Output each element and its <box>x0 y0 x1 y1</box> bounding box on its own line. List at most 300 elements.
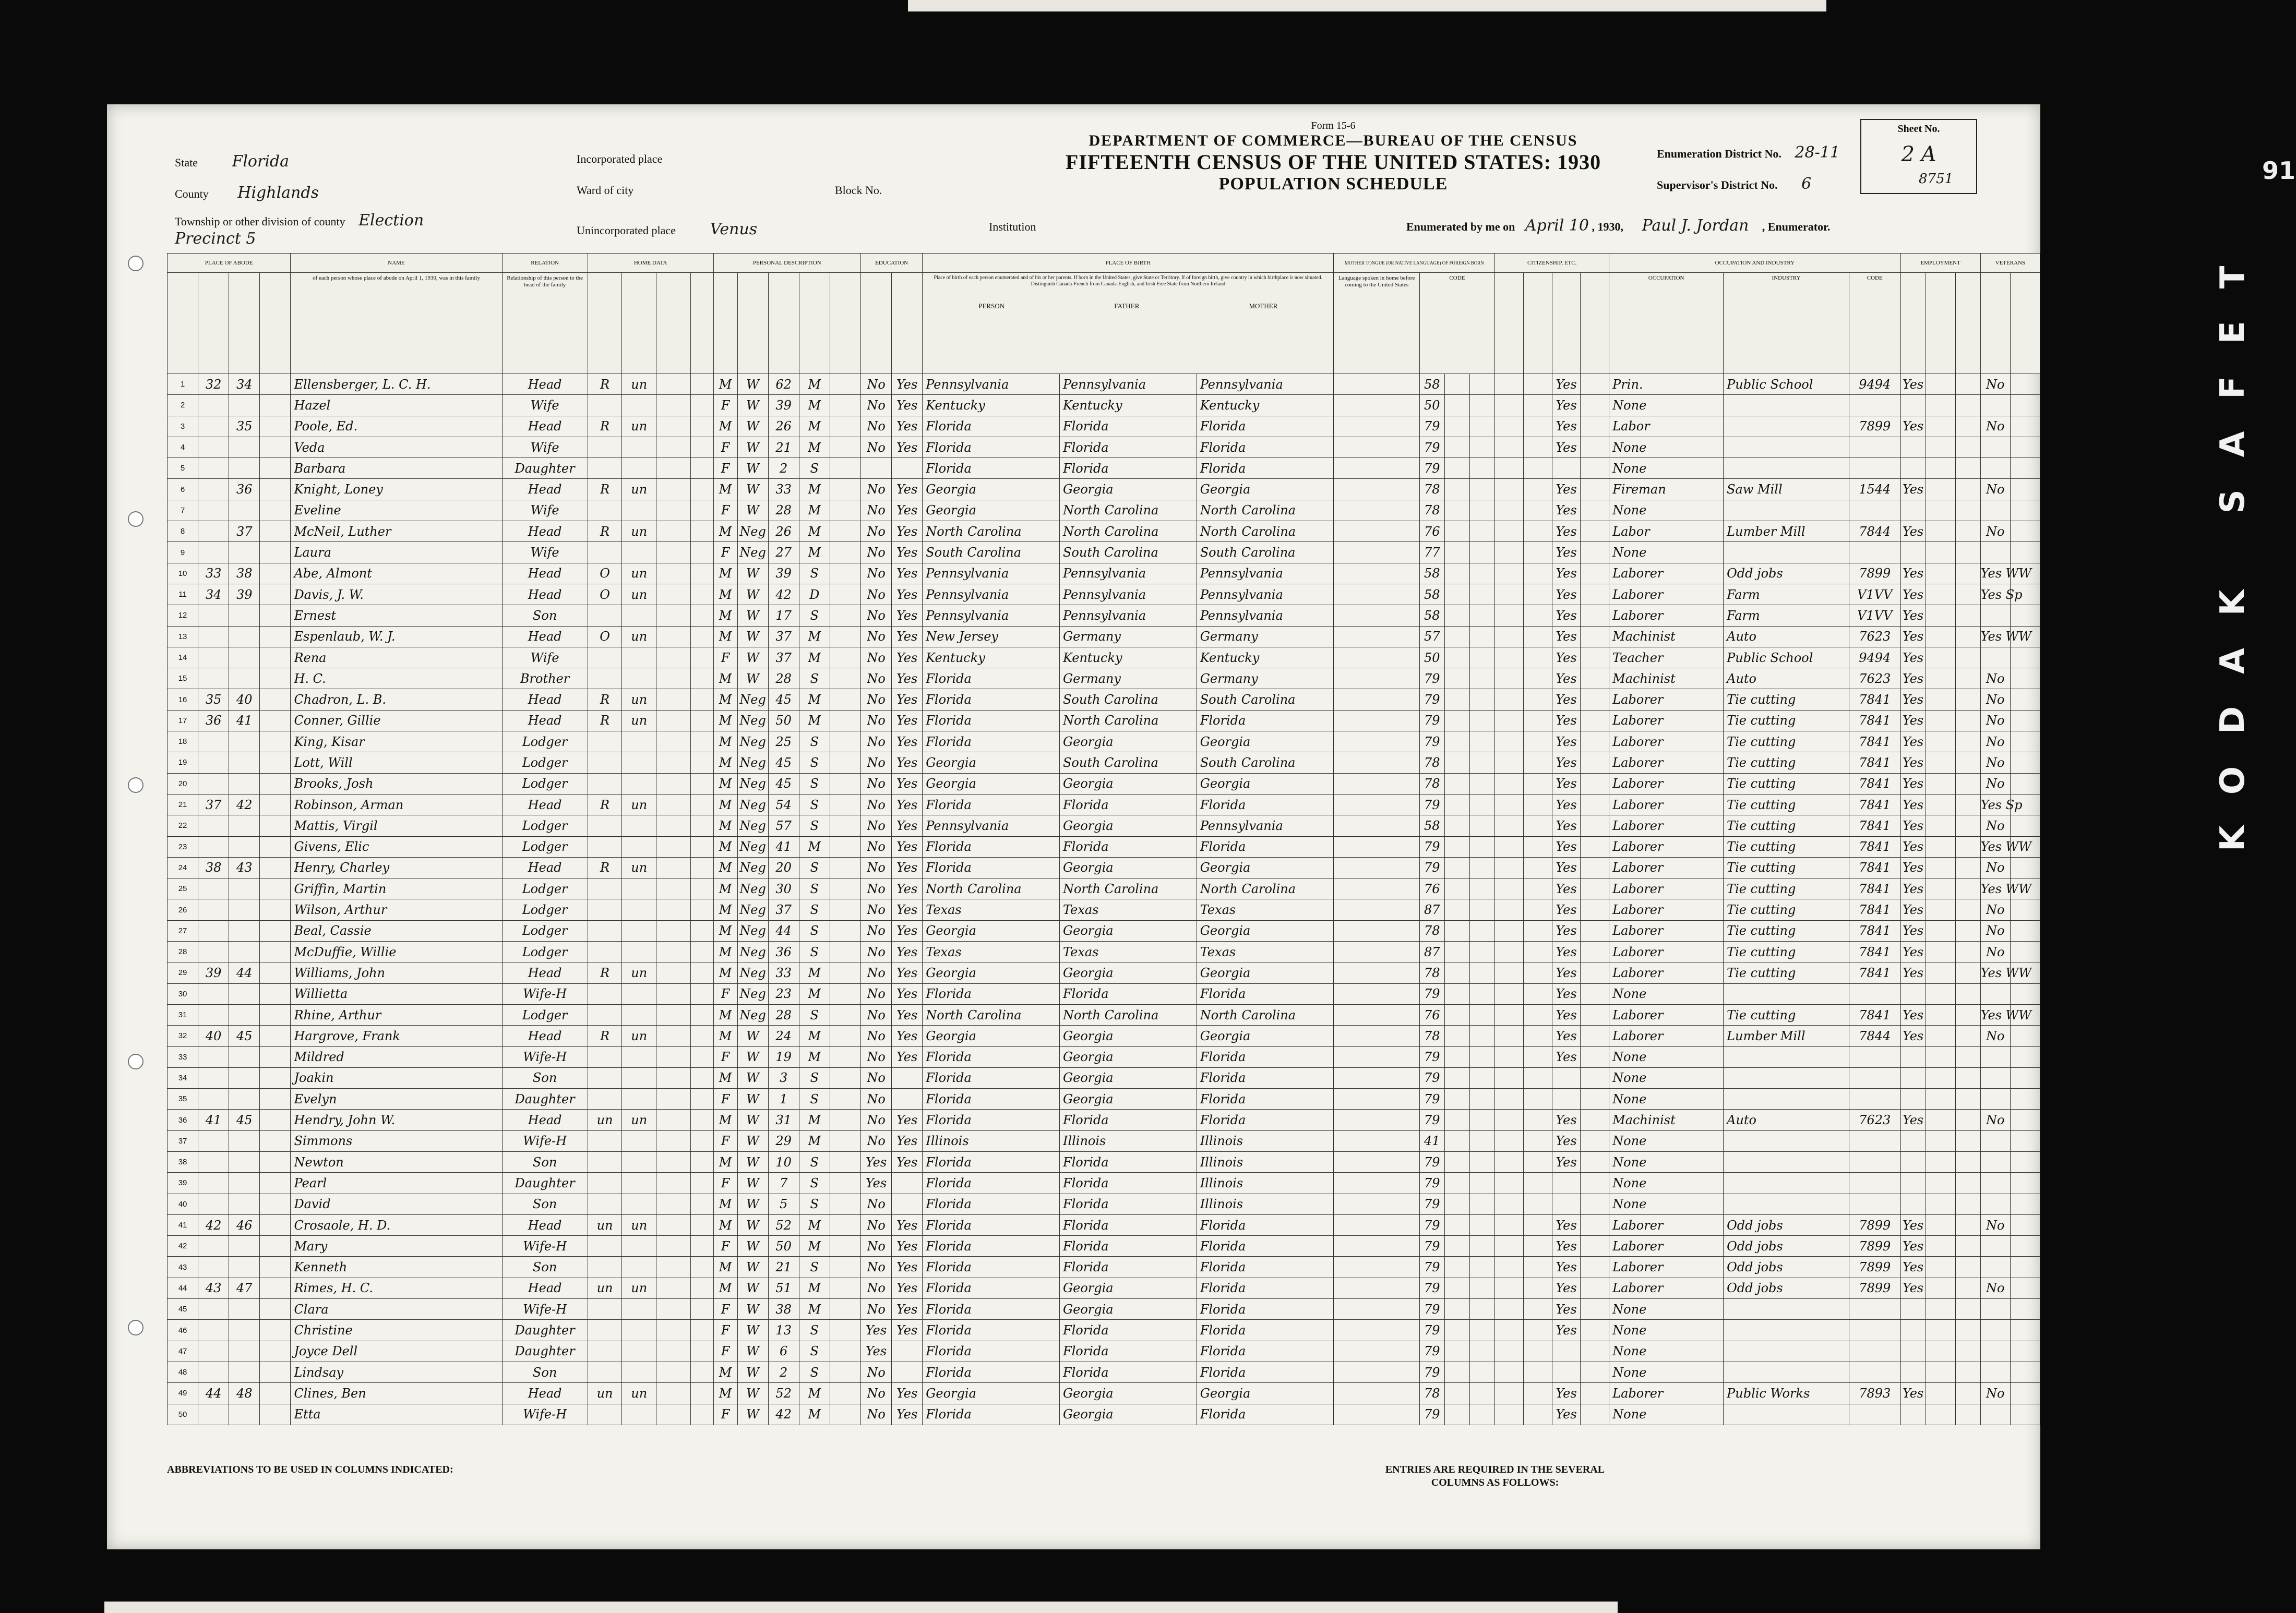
can-read: Yes <box>892 521 923 542</box>
birthplace-code: 58 <box>1419 374 1444 395</box>
punch-hole <box>128 777 144 793</box>
race: W <box>737 1404 768 1425</box>
employment-c <box>1955 1299 1980 1320</box>
dwelling-number: 38 <box>198 857 229 878</box>
sex: M <box>713 1026 737 1046</box>
home-tenure: O <box>588 584 622 605</box>
occupation: Laborer <box>1609 731 1724 752</box>
code-c <box>1469 710 1494 731</box>
age: 24 <box>768 1026 799 1046</box>
age: 2 <box>768 1362 799 1382</box>
industry: Auto <box>1724 668 1849 689</box>
birthplace-person: Florida <box>923 1067 1060 1088</box>
col-relation-desc: Relationship of this person to the head of the family <box>502 273 588 374</box>
industry <box>1724 1173 1849 1194</box>
can-read: Yes <box>892 1046 923 1067</box>
naturalization <box>1523 1236 1552 1257</box>
person-name: David <box>291 1194 502 1214</box>
age-married <box>830 1362 860 1382</box>
home-tenure <box>588 500 622 521</box>
employed <box>1900 1173 1926 1194</box>
dwelling-number: 43 <box>198 1278 229 1298</box>
naturalization <box>1523 1278 1552 1298</box>
age-married <box>830 794 860 815</box>
employment-b <box>1926 1089 1955 1110</box>
home-value <box>622 1004 656 1025</box>
industry <box>1724 1362 1849 1382</box>
code-c <box>1469 500 1494 521</box>
col-24 <box>1581 710 1609 731</box>
col-24 <box>1581 1173 1609 1194</box>
street-cell <box>260 626 291 647</box>
speaks-english: Yes <box>1552 626 1581 647</box>
code-c <box>1469 668 1494 689</box>
person-name: Christine <box>291 1320 502 1341</box>
race: W <box>737 1194 768 1214</box>
birthplace-code: 87 <box>1419 942 1444 962</box>
attended-school: No <box>861 731 892 752</box>
line-number: 9 <box>168 542 198 563</box>
family-number: 34 <box>229 374 260 395</box>
family-number: 40 <box>229 689 260 710</box>
street-cell <box>260 395 291 416</box>
race: Neg <box>737 836 768 857</box>
attended-school: No <box>861 794 892 815</box>
code-b <box>1444 437 1469 458</box>
sex: M <box>713 479 737 500</box>
occupation: Labor <box>1609 521 1724 542</box>
employment-c <box>1955 1214 1980 1235</box>
mother-tongue <box>1334 689 1419 710</box>
veteran <box>1980 1046 2010 1067</box>
col-mother: MOTHER <box>1249 302 1278 310</box>
age: 3 <box>768 1067 799 1088</box>
ward-label: Ward of city <box>577 184 634 197</box>
occupation: Laborer <box>1609 1214 1724 1235</box>
dwelling-number <box>198 458 229 479</box>
birthplace-code: 79 <box>1419 1341 1444 1362</box>
dwelling-number <box>198 1299 229 1320</box>
home-tenure <box>588 1173 622 1194</box>
speaks-english: Yes <box>1552 500 1581 521</box>
code-c <box>1469 521 1494 542</box>
mother-tongue <box>1334 1320 1419 1341</box>
schedule-title: POPULATION SCHEDULE <box>1218 174 1448 194</box>
veteran-war <box>2010 899 2040 920</box>
naturalization <box>1523 1404 1552 1425</box>
person-name: Laura <box>291 542 502 563</box>
dwelling-number <box>198 647 229 668</box>
veteran: No <box>1980 374 2010 395</box>
attended-school: No <box>861 1236 892 1257</box>
veteran <box>1980 1257 2010 1278</box>
farm-cell <box>690 605 713 626</box>
marital-status: D <box>799 584 830 605</box>
relation: Wife-H <box>502 1236 588 1257</box>
street-cell <box>260 983 291 1004</box>
col-24 <box>1581 1046 1609 1067</box>
industry: Tie cutting <box>1724 752 1849 773</box>
code-c <box>1469 1236 1494 1257</box>
birthplace-code: 76 <box>1419 521 1444 542</box>
person-name: Clines, Ben <box>291 1383 502 1404</box>
person-name: H. C. <box>291 668 502 689</box>
sex: F <box>713 458 737 479</box>
race: Neg <box>737 942 768 962</box>
sex: F <box>713 983 737 1004</box>
industry-code: 7899 <box>1849 1257 1900 1278</box>
sex: F <box>713 1236 737 1257</box>
speaks-english: Yes <box>1552 794 1581 815</box>
col-24 <box>1581 878 1609 899</box>
speaks-english <box>1552 1089 1581 1110</box>
birthplace-father: Florida <box>1059 1151 1197 1172</box>
employment-b <box>1926 836 1955 857</box>
can-read <box>892 1067 923 1088</box>
age-married <box>830 1194 860 1214</box>
occupation: Teacher <box>1609 647 1724 668</box>
person-name: McNeil, Luther <box>291 521 502 542</box>
birthplace-person: Florida <box>923 1214 1060 1235</box>
birthplace-mother: Kentucky <box>1197 647 1334 668</box>
employment-b <box>1926 479 1955 500</box>
employment-b <box>1926 1151 1955 1172</box>
family-number <box>229 1236 260 1257</box>
industry-code: 9494 <box>1849 374 1900 395</box>
col-24 <box>1581 1067 1609 1088</box>
age-married <box>830 710 860 731</box>
street-cell <box>260 1341 291 1362</box>
table-row <box>168 500 2040 521</box>
dwelling-number <box>198 1089 229 1110</box>
birthplace-mother: Pennsylvania <box>1197 563 1334 584</box>
table-row <box>168 1341 2040 1362</box>
code-b <box>1444 416 1469 437</box>
birthplace-code: 78 <box>1419 479 1444 500</box>
relation: Lodger <box>502 773 588 794</box>
street-cell <box>260 416 291 437</box>
code-b <box>1444 605 1469 626</box>
line-number: 44 <box>168 1278 198 1298</box>
immigration-year <box>1495 1383 1524 1404</box>
employment-b <box>1926 647 1955 668</box>
birthplace-person: Florida <box>923 1046 1060 1067</box>
relation: Head <box>502 794 588 815</box>
naturalization <box>1523 857 1552 878</box>
line-number: 28 <box>168 942 198 962</box>
person-name: Barbara <box>291 458 502 479</box>
veteran-war <box>2010 1299 2040 1320</box>
home-tenure <box>588 1004 622 1025</box>
birthplace-person: Georgia <box>923 479 1060 500</box>
pob-note: Place of birth of each person enumerated and of his or her parents. If born in the United States, give State or Territory. If of foreign birth, give country in which birthplace is now situated. Distinguish Canada-French from Canada-English, and Irish Free State from Northern Ireland <box>934 275 1323 287</box>
birthplace-mother: South Carolina <box>1197 689 1334 710</box>
veteran-war <box>2010 1067 2040 1088</box>
home-value <box>622 1257 656 1278</box>
naturalization <box>1523 1089 1552 1110</box>
can-read: Yes <box>892 374 923 395</box>
attended-school: No <box>861 942 892 962</box>
radio-cell <box>656 773 691 794</box>
age-married <box>830 1151 860 1172</box>
industry-code: 7841 <box>1849 815 1900 836</box>
employment-c <box>1955 731 1980 752</box>
employment-b <box>1926 1026 1955 1046</box>
birthplace-code: 76 <box>1419 878 1444 899</box>
employment-c <box>1955 1151 1980 1172</box>
employment-b <box>1926 752 1955 773</box>
table-row <box>168 899 2040 920</box>
birthplace-code: 79 <box>1419 416 1444 437</box>
race: W <box>737 1278 768 1298</box>
industry: Tie cutting <box>1724 920 1849 941</box>
radio-cell <box>656 689 691 710</box>
birthplace-code: 79 <box>1419 731 1444 752</box>
veteran-war <box>2010 395 2040 416</box>
birthplace-mother: North Carolina <box>1197 878 1334 899</box>
home-tenure <box>588 1299 622 1320</box>
sex: F <box>713 1046 737 1067</box>
attended-school: No <box>861 1194 892 1214</box>
state-value: Florida <box>232 152 289 171</box>
veteran-war <box>2010 668 2040 689</box>
employed: Yes <box>1900 773 1926 794</box>
birthplace-person: Florida <box>923 689 1060 710</box>
marital-status: M <box>799 836 830 857</box>
birthplace-code: 76 <box>1419 1004 1444 1025</box>
table-row <box>168 794 2040 815</box>
mother-tongue <box>1334 942 1419 962</box>
can-read: Yes <box>892 479 923 500</box>
marital-status: S <box>799 1341 830 1362</box>
age-married <box>830 563 860 584</box>
line-number: 41 <box>168 1214 198 1235</box>
birthplace-father: Florida <box>1059 794 1197 815</box>
line-number: 16 <box>168 689 198 710</box>
col-24 <box>1581 668 1609 689</box>
naturalization <box>1523 1341 1552 1362</box>
street-cell <box>260 1026 291 1046</box>
sex: M <box>713 1151 737 1172</box>
employed <box>1900 542 1926 563</box>
col-24 <box>1581 1236 1609 1257</box>
employment-b <box>1926 731 1955 752</box>
code-b <box>1444 878 1469 899</box>
birthplace-mother: South Carolina <box>1197 752 1334 773</box>
birthplace-person: Georgia <box>923 500 1060 521</box>
col-person: PERSON <box>978 302 1005 310</box>
employment-c <box>1955 1089 1980 1110</box>
home-value <box>622 668 656 689</box>
mother-tongue <box>1334 479 1419 500</box>
table-row <box>168 920 2040 941</box>
form-number: Form 15-6 <box>1311 120 1356 131</box>
code-b <box>1444 1404 1469 1425</box>
can-read: Yes <box>892 605 923 626</box>
table-row <box>168 416 2040 437</box>
employed: Yes <box>1900 836 1926 857</box>
occupation: Labor <box>1609 416 1724 437</box>
home-tenure: R <box>588 479 622 500</box>
radio-cell <box>656 1214 691 1235</box>
age: 39 <box>768 395 799 416</box>
naturalization <box>1523 542 1552 563</box>
can-read: Yes <box>892 920 923 941</box>
relation: Wife-H <box>502 983 588 1004</box>
abbreviations-title: ABBREVIATIONS TO BE USED IN COLUMNS INDICATED: <box>167 1464 453 1475</box>
race: W <box>737 1130 768 1151</box>
can-read: Yes <box>892 962 923 983</box>
birthplace-person: Pennsylvania <box>923 584 1060 605</box>
radio-cell <box>656 920 691 941</box>
mother-tongue <box>1334 899 1419 920</box>
race: Neg <box>737 1004 768 1025</box>
speaks-english: Yes <box>1552 1383 1581 1404</box>
naturalization <box>1523 479 1552 500</box>
employed <box>1900 1362 1926 1382</box>
birthplace-father: Pennsylvania <box>1059 563 1197 584</box>
code-c <box>1469 857 1494 878</box>
age-married <box>830 542 860 563</box>
speaks-english <box>1552 1173 1581 1194</box>
industry-code <box>1849 1067 1900 1088</box>
person-name: Ernest <box>291 605 502 626</box>
employment-b <box>1926 962 1955 983</box>
immigration-year <box>1495 920 1524 941</box>
home-tenure <box>588 1046 622 1067</box>
table-row <box>168 689 2040 710</box>
street-cell <box>260 1110 291 1130</box>
line-number: 6 <box>168 479 198 500</box>
industry: Auto <box>1724 626 1849 647</box>
employment-c <box>1955 878 1980 899</box>
occupation: Laborer <box>1609 1257 1724 1278</box>
family-number <box>229 878 260 899</box>
race: W <box>737 458 768 479</box>
farm-cell <box>690 500 713 521</box>
birthplace-mother: Florida <box>1197 1299 1334 1320</box>
age-married <box>830 458 860 479</box>
enumerated-date: April 10 <box>1525 216 1589 235</box>
farm-cell <box>690 1404 713 1425</box>
industry <box>1724 1320 1849 1341</box>
sex: M <box>713 605 737 626</box>
family-number <box>229 731 260 752</box>
marital-status: S <box>799 752 830 773</box>
table-row <box>168 942 2040 962</box>
naturalization <box>1523 584 1552 605</box>
industry-code: 7844 <box>1849 1026 1900 1046</box>
home-value: un <box>622 1278 656 1298</box>
street-cell <box>260 647 291 668</box>
sex: F <box>713 1320 737 1341</box>
table-body <box>168 374 2040 1425</box>
employment-c <box>1955 563 1980 584</box>
street-cell <box>260 668 291 689</box>
code-c <box>1469 1026 1494 1046</box>
dwelling-number <box>198 1362 229 1382</box>
col-24 <box>1581 374 1609 395</box>
mother-tongue <box>1334 920 1419 941</box>
speaks-english: Yes <box>1552 962 1581 983</box>
employment-b <box>1926 689 1955 710</box>
line-number: 14 <box>168 647 198 668</box>
attended-school: No <box>861 689 892 710</box>
industry <box>1724 1404 1849 1425</box>
veteran: No <box>1980 416 2010 437</box>
relation: Head <box>502 1383 588 1404</box>
race: W <box>737 1110 768 1130</box>
veteran: No <box>1980 815 2010 836</box>
race: W <box>737 1362 768 1382</box>
birthplace-person: Florida <box>923 437 1060 458</box>
birthplace-code: 78 <box>1419 1026 1444 1046</box>
attended-school: No <box>861 836 892 857</box>
code-b <box>1444 752 1469 773</box>
radio-cell <box>656 626 691 647</box>
can-read: Yes <box>892 836 923 857</box>
farm-cell <box>690 374 713 395</box>
col-24 <box>1581 731 1609 752</box>
family-number: 38 <box>229 563 260 584</box>
birthplace-father: Pennsylvania <box>1059 584 1197 605</box>
line-number: 36 <box>168 1110 198 1130</box>
naturalization <box>1523 773 1552 794</box>
code-c <box>1469 942 1494 962</box>
sex: M <box>713 942 737 962</box>
code-c <box>1469 1404 1494 1425</box>
immigration-year <box>1495 1130 1524 1151</box>
table-row <box>168 752 2040 773</box>
dwelling-number <box>198 626 229 647</box>
age-married <box>830 815 860 836</box>
veteran-war <box>2010 437 2040 458</box>
enumerator-label: , Enumerator. <box>1762 220 1831 233</box>
speaks-english: Yes <box>1552 1278 1581 1298</box>
age-married <box>830 626 860 647</box>
mother-tongue <box>1334 1173 1419 1194</box>
street-cell <box>260 1067 291 1088</box>
street-cell <box>260 1299 291 1320</box>
code-b <box>1444 668 1469 689</box>
code-c <box>1469 1130 1494 1151</box>
table-row <box>168 437 2040 458</box>
race: Neg <box>737 815 768 836</box>
family-number <box>229 1362 260 1382</box>
line-number: 49 <box>168 1383 198 1404</box>
home-value <box>622 1320 656 1341</box>
attended-school: No <box>861 1362 892 1382</box>
industry: Tie cutting <box>1724 942 1849 962</box>
industry <box>1724 416 1849 437</box>
age-married <box>830 689 860 710</box>
naturalization <box>1523 1299 1552 1320</box>
home-value: un <box>622 374 656 395</box>
mother-tongue <box>1334 1278 1419 1298</box>
farm-cell <box>690 836 713 857</box>
naturalization <box>1523 500 1552 521</box>
birthplace-person: Georgia <box>923 1026 1060 1046</box>
birthplace-father: Georgia <box>1059 1404 1197 1425</box>
farm-cell <box>690 584 713 605</box>
birthplace-person: Florida <box>923 1278 1060 1298</box>
age: 45 <box>768 752 799 773</box>
attended-school: Yes <box>861 1341 892 1362</box>
industry <box>1724 1341 1849 1362</box>
line-number: 4 <box>168 437 198 458</box>
home-tenure: R <box>588 521 622 542</box>
marital-status: M <box>799 479 830 500</box>
